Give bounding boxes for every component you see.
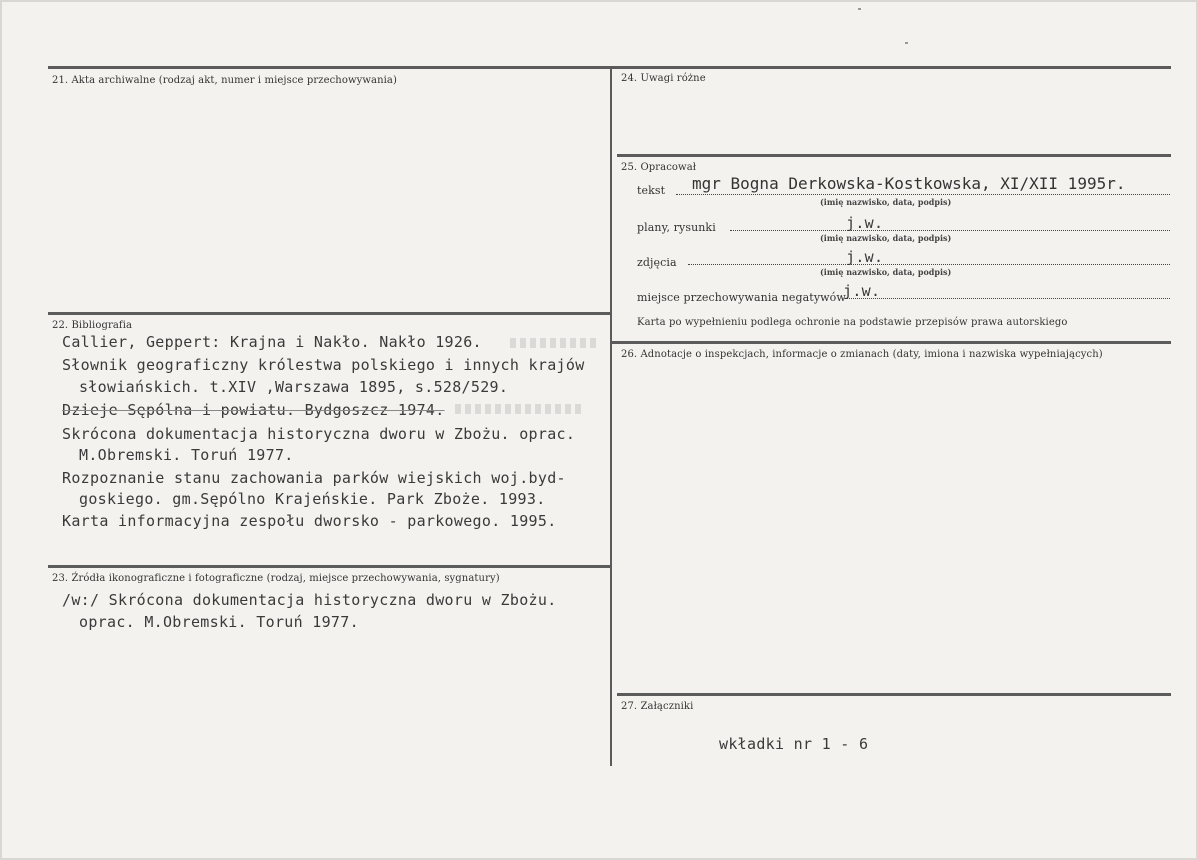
rule-23	[48, 565, 611, 568]
zdjecia-label: zdjęcia	[637, 256, 677, 269]
section-22-label: 22. Bibliografia	[52, 320, 133, 331]
bibliography-entry-5-cont: goskiego. gm.Sępólno Krajeńskie. Park Zboże. 1993.	[79, 490, 546, 508]
zdjecia-hint: (imię nazwisko, data, podpis)	[820, 267, 952, 277]
top-rule-left	[48, 66, 611, 69]
bibliography-entry-1: Callier, Geppert: Krajna i Nakło. Nakło 1926.	[62, 333, 482, 351]
column-divider	[610, 66, 612, 766]
plany-label: plany, rysunki	[637, 221, 716, 234]
tekst-label: tekst	[637, 184, 666, 197]
attachments-value: wkładki nr 1 - 6	[719, 735, 869, 753]
bibliography-entry-6: Karta informacyjna zespołu dworsko - parkowego. 1995.	[62, 512, 557, 530]
smudge-mark	[510, 338, 600, 348]
section-25-label: 25. Opracował	[621, 162, 697, 173]
rule-27	[617, 693, 1171, 696]
negatywy-label: miejsce przechowywania negatywów	[637, 291, 846, 304]
smudge-mark	[455, 404, 585, 414]
zdjecia-value: j.w.	[846, 248, 884, 266]
tekst-value: mgr Bogna Derkowska-Kostkowska, XI/XII 1995r.	[692, 174, 1126, 193]
section-24-label: 24. Uwagi różne	[621, 73, 706, 84]
section-27-label: 27. Załączniki	[621, 701, 694, 712]
tekst-hint: (imię nazwisko, data, podpis)	[820, 197, 952, 207]
paper-speck	[858, 8, 861, 10]
bibliography-entry-4-cont: M.Obremski. Toruń 1977.	[79, 446, 294, 464]
rule-22	[48, 312, 611, 315]
top-rule-right	[611, 66, 1171, 69]
plany-value: j.w.	[846, 214, 884, 232]
zdjecia-dotted-line	[688, 264, 1170, 265]
section-21-label: 21. Akta archiwalne (rodzaj akt, numer i miejsce przechowywania)	[52, 75, 397, 86]
bibliography-entry-2: Słownik geograficzny królestwa polskiego i innych krajów	[62, 356, 585, 374]
tekst-dotted-line	[676, 194, 1170, 195]
bibliography-entry-5: Rozpoznanie stanu zachowania parków wiejskich woj.byd-	[62, 469, 566, 487]
iconography-entry-cont: oprac. M.Obremski. Toruń 1977.	[79, 613, 359, 631]
section-26-label: 26. Adnotacje o inspekcjach, informacje o zmianach (daty, imiona i nazwiska wypełniających)	[621, 349, 1103, 360]
bibliography-entry-3: Dzieje Sępólna i powiatu. Bydgoszcz 1974.	[62, 401, 445, 419]
plany-hint: (imię nazwisko, data, podpis)	[820, 233, 952, 243]
bibliography-entry-2-cont: słowiańskich. t.XIV ,Warszawa 1895, s.528/529.	[79, 378, 509, 396]
paper-speck	[905, 42, 908, 44]
copyright-note: Karta po wypełnieniu podlega ochronie na podstawie przepisów prawa autorskiego	[637, 317, 1068, 328]
iconography-entry: /w:/ Skrócona dokumentacja historyczna dworu w Zbożu.	[62, 591, 557, 609]
negatywy-value: j.w.	[843, 282, 881, 300]
negatywy-dotted-line	[846, 298, 1170, 299]
section-23-label: 23. Źródła ikonograficzne i fotograficzne (rodzaj, miejsce przechowywania, sygnatury)	[52, 573, 500, 584]
plany-dotted-line	[730, 230, 1170, 231]
rule-26	[611, 341, 1171, 344]
rule-25	[617, 154, 1171, 157]
bibliography-entry-4: Skrócona dokumentacja historyczna dworu w Zbożu. oprac.	[62, 425, 576, 443]
